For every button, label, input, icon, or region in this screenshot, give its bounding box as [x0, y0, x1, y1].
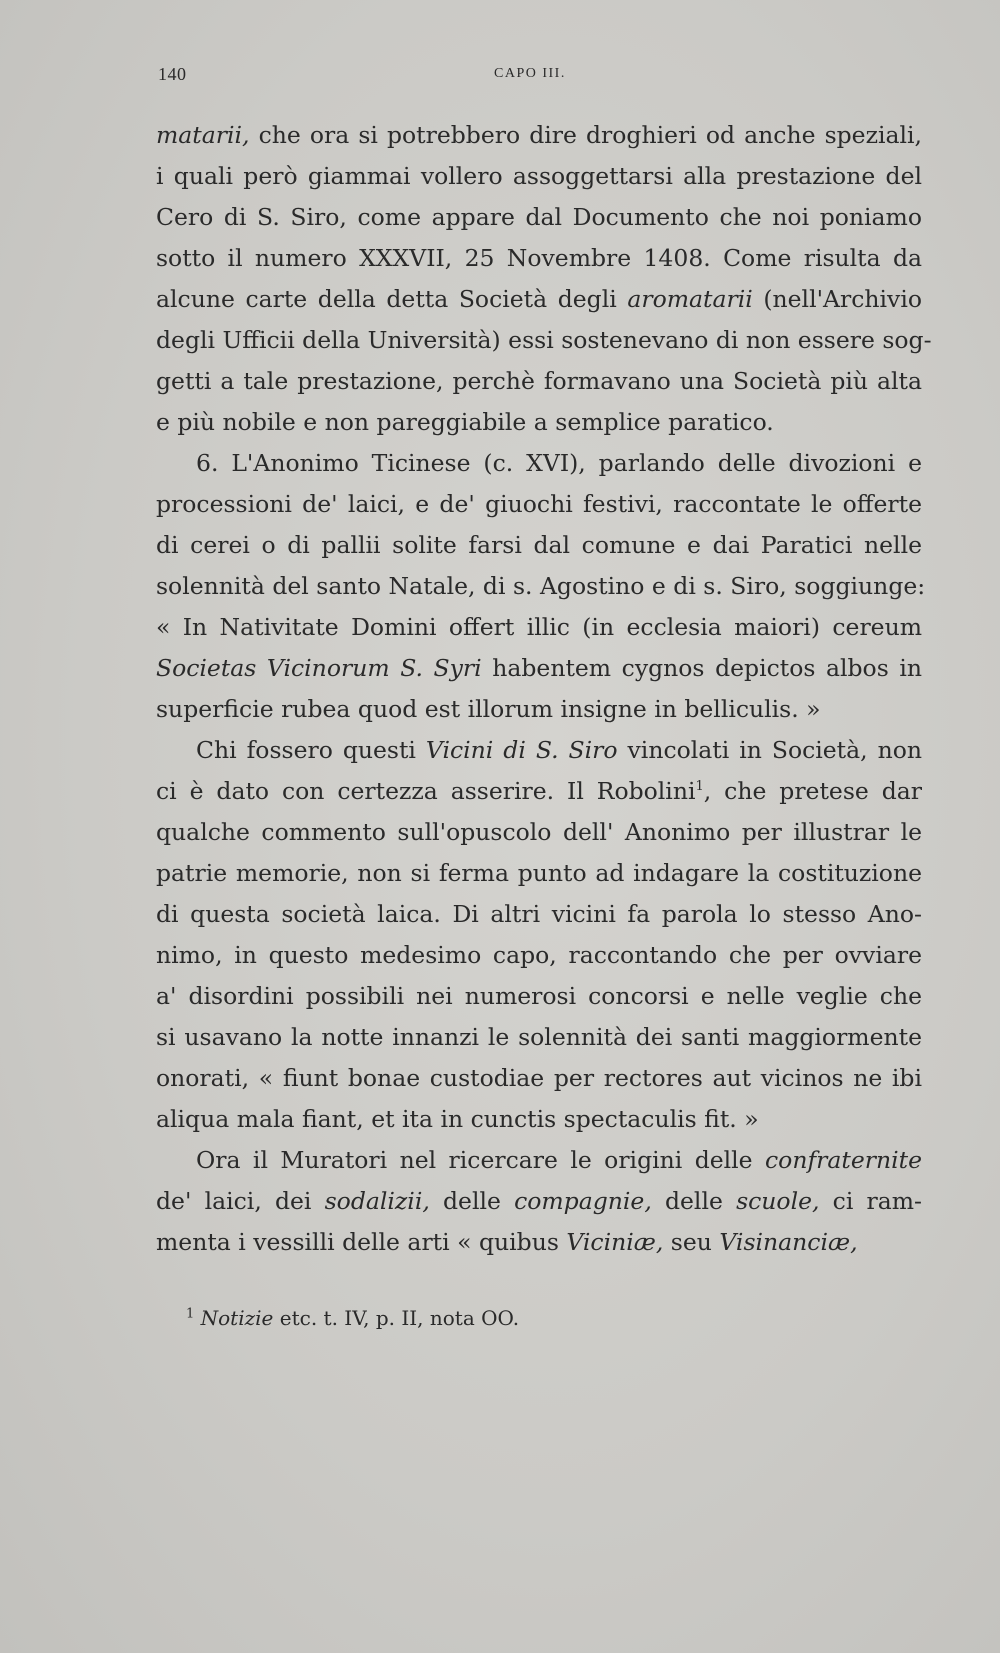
italic-run: aromatarii [627, 285, 753, 313]
footnote-text: etc. t. IV, p. II, nota OO. [273, 1306, 520, 1330]
text-line [156, 648, 922, 689]
text-line [156, 197, 922, 238]
text-run: delle [651, 1187, 737, 1215]
footnote-marker: 1 [186, 1306, 195, 1322]
text-line [156, 607, 922, 648]
text-line [156, 361, 922, 402]
text-run: « In Nativitate Domini offert illic (in ecclesia maiori) cereum [156, 613, 922, 641]
text-run: che ora si potrebbero dire droghieri od anche speziali, [249, 121, 922, 149]
text-run: degli Ufficii della Università) essi sostenevano di non essere sog- [156, 326, 932, 354]
text-line [156, 525, 922, 566]
text-line [156, 238, 922, 279]
text-line [156, 853, 922, 894]
text-run: di questa società laica. Di altri vicini fa parola lo stesso Ano- [156, 900, 922, 928]
page-header [158, 64, 922, 90]
italic-run: compagnie, [514, 1187, 652, 1215]
text-run: , che pretese dar [703, 777, 922, 805]
footnote [186, 1306, 519, 1330]
text-run: habentem cygnos depictos albos in [481, 654, 922, 682]
text-line [156, 320, 932, 361]
text-line [156, 689, 922, 730]
text-line [156, 1140, 922, 1181]
text-line [156, 1181, 922, 1222]
text-line [156, 484, 922, 525]
text-run: patrie memorie, non si ferma punto ad indagare la costituzione [156, 859, 922, 887]
text-run: sotto il numero XXXVII, 25 Novembre 1408. Come risulta da [156, 244, 922, 272]
text-run: si usavano la notte innanzi le solennità dei santi maggiormente [156, 1023, 922, 1051]
italic-run: Vicini di S. Siro [425, 736, 618, 764]
text-run: ci ram- [819, 1187, 922, 1215]
text-run: qualche commento sull'opuscolo dell' Anonimo per illustrar le [156, 818, 922, 846]
text-line [156, 156, 922, 197]
text-run: Ora il Muratori nel ricercare le origini delle [196, 1146, 766, 1174]
page-number: 140 [158, 64, 187, 84]
text-line [156, 976, 922, 1017]
text-run: getti a tale prestazione, perchè formavano una Società più alta [156, 367, 922, 395]
text-run: alcune carte della detta Società degli [156, 285, 628, 313]
text-run: 6. L'Anonimo Ticinese (c. XVI), parlando delle divozioni e [196, 449, 922, 477]
text-run: di cerei o di pallii solite farsi dal comune e dai Paratici nelle [156, 531, 922, 559]
footnote-title: Notizie [200, 1306, 274, 1330]
text-run: processioni de' laici, e de' giuochi festivi, raccontate le offerte [156, 490, 922, 518]
text-run: i quali però giammai vollero assoggettarsi alla prestazione del [156, 162, 922, 190]
text-line [156, 1222, 922, 1263]
italic-run: Visinanciæ, [719, 1228, 858, 1256]
text-run: delle [429, 1187, 515, 1215]
text-run: aliqua mala fiant, et ita in cunctis spectaculis fit. » [156, 1105, 759, 1133]
running-head: CAPO III. [494, 66, 566, 81]
text-line [156, 812, 922, 853]
text-line [156, 566, 926, 607]
text-line [156, 771, 922, 812]
text-run: superficie rubea quod est illorum insigne in belliculis. » [156, 695, 821, 723]
text-run: onorati, « fiunt bonae custodiae per rectores aut vicinos ne ibi [156, 1064, 922, 1092]
text-line [156, 443, 922, 484]
text-line [156, 1017, 922, 1058]
italic-run: scuole, [736, 1187, 820, 1215]
footnote-reference: 1 [695, 779, 704, 795]
text-line [156, 402, 922, 443]
text-line [156, 730, 922, 771]
text-line [156, 894, 922, 935]
italic-run: sodalizii, [324, 1187, 430, 1215]
text-line [156, 279, 922, 320]
text-run: menta i vessilli delle arti « quibus [156, 1228, 567, 1256]
text-run: seu [663, 1228, 720, 1256]
text-line [156, 935, 922, 976]
text-run: vincolati in Società, non [617, 736, 922, 764]
italic-run: Societas Vicinorum S. Syri [156, 654, 482, 682]
text-run: a' disordini possibili nei numerosi concorsi e nelle veglie che [156, 982, 922, 1010]
text-line [156, 115, 922, 156]
italic-run: confraternite [765, 1146, 922, 1174]
text-run: Cero di S. Siro, come appare dal Documento che noi poniamo [156, 203, 922, 231]
text-line [156, 1058, 922, 1099]
text-run: Chi fossero questi [196, 736, 426, 764]
body-text [156, 115, 932, 1263]
text-line [156, 1099, 922, 1140]
text-run: solennità del santo Natale, di s. Agostino e di s. Siro, soggiunge: [156, 572, 926, 600]
italic-run: matarii, [156, 121, 250, 149]
italic-run: Viciniæ, [566, 1228, 664, 1256]
text-run: (nell'Archivio [752, 285, 923, 313]
text-run: e più nobile e non pareggiabile a semplice paratico. [156, 408, 774, 436]
text-run: de' laici, dei [156, 1187, 325, 1215]
text-run: ci è dato con certezza asserire. Il Robolini [156, 777, 696, 805]
text-run: nimo, in questo medesimo capo, raccontando che per ovviare [156, 941, 922, 969]
